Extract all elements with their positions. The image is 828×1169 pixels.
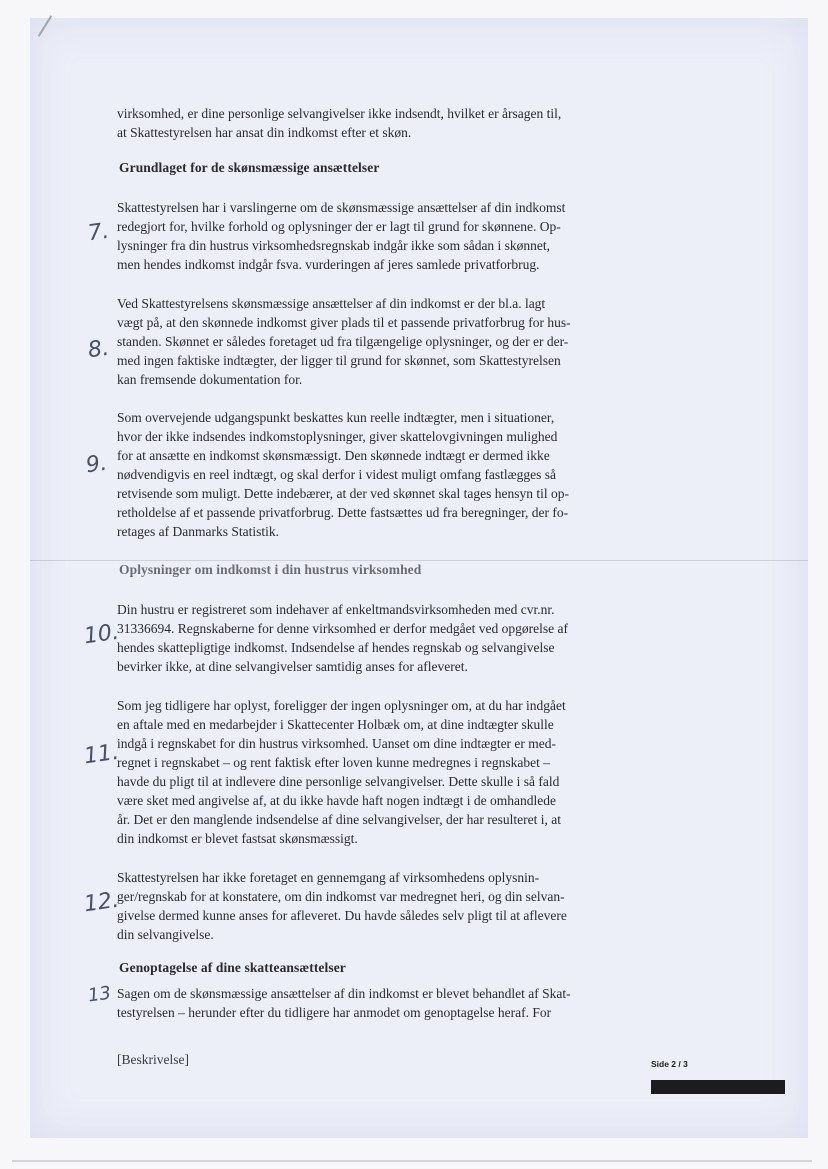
section-heading-basis: Grundlaget for de skønsmæssige ansættelser <box>119 160 380 175</box>
page-number: Side 2 / 3 <box>651 1059 688 1069</box>
text-line: vægt på, at den skønnede indkomst giver plads til et passende privatforbrug for hus- <box>117 315 571 330</box>
text-line: være sket med angivelse af, at du ikke havde haft nogen indtægt i de omhandlede <box>117 793 557 808</box>
fold-line <box>30 560 808 561</box>
text-line: en aftale med en medarbejder i Skattecenter Holbæk om, at dine indtægter skulle <box>117 717 554 732</box>
text-line: bevirker ikke, at dine selvangivelser samtidig anses for afleveret. <box>117 659 468 674</box>
text-line: hvor der ikke indsendes indkomstoplysninger, giver skattelovgivningen mulighed <box>117 429 558 444</box>
text-line: år. Det er den manglende indsendelse af dine selvangivelser, der har resulteret i, at <box>117 812 562 827</box>
paragraph-13 <box>117 984 657 1022</box>
text-line: med ingen faktiske indtægter, der ligger til grund for skønnet, som Skattestyrelsen <box>117 353 561 368</box>
margin-number: 10. <box>82 619 121 650</box>
text-line: retvisende som muligt. Dette indebærer, at der ved skønnet skal tages hensyn til op- <box>117 486 569 501</box>
text-line: hendes skattepligtige indkomst. Indsendelse af hendes regnskab og selvangivelse <box>117 640 555 655</box>
margin-number: 12. <box>82 887 121 918</box>
redaction-bar <box>651 1080 785 1094</box>
text-line: Din hustru er registreret som indehaver af enkeltmandsvirksomheden med cvr.nr. <box>117 602 555 617</box>
scan-edge <box>12 1160 812 1162</box>
text-line: havde du pligt til at indlevere dine personlige selvangivelser. Dette skulle i så fald <box>117 774 560 789</box>
section-heading-reopening: Genoptagelse af dine skatteansættelser <box>119 960 346 975</box>
text-line: indgå i regnskabet for din hustrus virksomhed. Uanset om dine indtægter er med- <box>117 736 557 751</box>
text-line: Som overvejende udgangspunkt beskattes kun reelle indtægter, men i situationer, <box>117 410 555 425</box>
margin-number: 9. <box>84 450 109 479</box>
margin-number: 8. <box>86 335 111 364</box>
text-line: Som jeg tidligere har oplyst, foreligger der ingen oplysninger om, at du har indgået <box>117 698 566 713</box>
text-line: retages af Danmarks Statistik. <box>117 524 279 539</box>
text-line: Skattestyrelsen har ikke foretaget en gennemgang af virksomhedens oplysnin- <box>117 870 540 885</box>
paragraph-intro <box>117 104 657 142</box>
text-line: Sagen om de skønsmæssige ansættelser af din indkomst er blevet behandlet af Skat- <box>117 986 571 1001</box>
text-line: kan fremsende dokumentation for. <box>117 372 303 387</box>
text-line: retholdelse af et passende privatforbrug. Dette fastsættes ud fra beregninger, der fo- <box>117 505 569 520</box>
paragraph-10 <box>117 600 657 676</box>
text-line: men hendes indkomst indgår fsva. vurderingen af jeres samlede privatforbrug. <box>117 257 540 272</box>
paragraph-8 <box>117 294 657 389</box>
paragraph-12 <box>117 868 657 944</box>
margin-number: 7. <box>86 218 111 247</box>
paragraph-7 <box>117 198 657 274</box>
text-line: lysninger fra din hustrus virksomhedsregnskab indgår ikke som sådan i skønnet, <box>117 238 551 253</box>
text-line: Skattestyrelsen har i varslingerne om de skønsmæssige ansættelser af din indkomst <box>117 200 566 215</box>
section-heading-spouse-business: Oplysninger om indkomst i din hustrus virksomhed <box>119 562 422 577</box>
text-line: regnet i regnskabet – og rent faktisk efter loven kunne medregnes i regnskabet – <box>117 755 550 770</box>
text-line: ger/regnskab for at konstatere, om din indkomst var medregnet heri, og din selvan- <box>117 889 565 904</box>
text-line: standen. Skønnet er således foretaget ud fra tilgængelige oplysninger, og der er der- <box>117 334 569 349</box>
text-line: din indkomst er blevet fastsat skønsmæssigt. <box>117 831 358 846</box>
text-line: redegjort for, hvilke forhold og oplysninger der er lagt til grund for skønnene. Op- <box>117 219 561 234</box>
text-line: nødvendigvis en reel indtægt, og skal derfor i videst muligt omfang fastlægges så <box>117 467 557 482</box>
text-line: din selvangivelse. <box>117 927 214 942</box>
text-line: testyrelsen – herunder efter du tidligere har anmodet om genoptagelse heraf. For <box>117 1005 552 1020</box>
text-line: at Skattestyrelsen har ansat din indkomst efter et skøn. <box>117 125 412 140</box>
margin-number: 11. <box>82 739 121 770</box>
text-line: 31336694. Regnskaberne for denne virksomhed er derfor medgået ved opgørelse af <box>117 621 568 636</box>
paragraph-9 <box>117 408 657 541</box>
paragraph-11 <box>117 696 657 848</box>
text-line: Ved Skattestyrelsens skønsmæssige ansættelser af din indkomst er der bl.a. lagt <box>117 296 546 311</box>
text-line: for at ansætte en indkomst skønsmæssigt. Den skønnede indtægt er dermed ikke <box>117 448 550 463</box>
margin-number: 13 <box>86 982 113 1007</box>
text-line: virksomhed, er dine personlige selvangivelser ikke indsendt, hvilket er årsagen til, <box>117 106 562 121</box>
footer-description: [Beskrivelse] <box>117 1052 189 1067</box>
text-line: givelse dermed kunne anses for afleveret. Du havde således selv pligt til at aflevere <box>117 908 567 923</box>
